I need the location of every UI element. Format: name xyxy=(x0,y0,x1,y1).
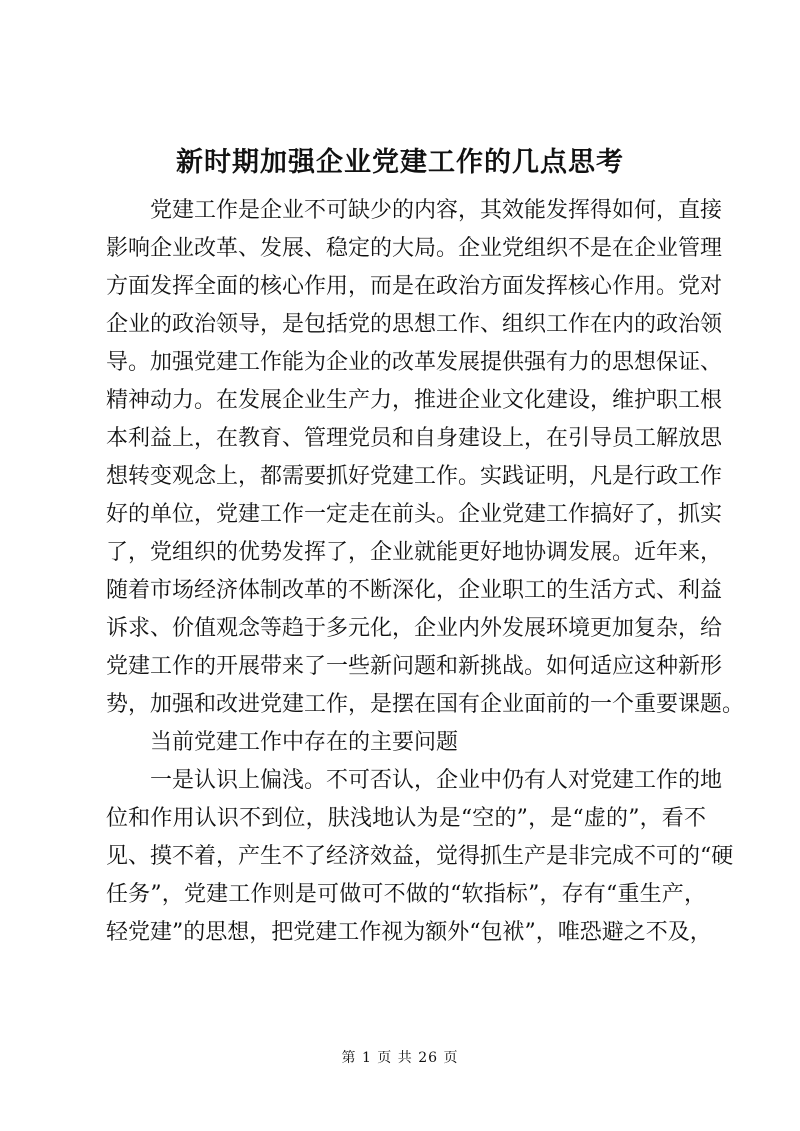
paragraph-line: 党建工作是企业不可缺少的内容，其效能发挥得如何，直接 xyxy=(150,198,723,223)
paragraph-line: 势，加强和改进党建工作，是摆在国有企业面前的一个重要课题。 xyxy=(106,692,745,717)
paragraph-line: 导。加强党建工作能为企业的改革发展提供强有力的思想保证、 xyxy=(106,350,723,375)
document-title: 新时期加强企业党建工作的几点思考 xyxy=(176,147,624,178)
document-body xyxy=(106,192,745,952)
paragraph-line: 见、摸不着，产生不了经济效益，觉得抓生产是非完成不可的“硬 xyxy=(106,844,734,869)
paragraph-line: 企业的政治领导，是包括党的思想工作、组织工作在内的政治领 xyxy=(106,312,723,337)
paragraph-line: 想转变观念上，都需要抓好党建工作。实践证明，凡是行政工作 xyxy=(106,464,723,489)
paragraph-line: 党建工作的开展带来了一些新问题和新挑战。如何适应这种新形 xyxy=(106,654,723,679)
paragraph-line: 一是认识上偏浅。不可否认，企业中仍有人对党建工作的地 xyxy=(150,768,723,793)
paragraph-line: 了，党组织的优势发挥了，企业就能更好地协调发展。近年来， xyxy=(106,540,723,565)
paragraph-line: 随着市场经济体制改革的不断深化，企业职工的生活方式、利益 xyxy=(106,578,723,603)
paragraph-line: 精神动力。在发展企业生产力，推进企业文化建设，维护职工根 xyxy=(106,388,723,413)
paragraph-line: 轻党建”的思想，把党建工作视为额外“包袱”，唯恐避之不及， xyxy=(106,920,712,945)
paragraph-line: 位和作用认识不到位，肤浅地认为是“空的”，是“虚的”，看不 xyxy=(106,806,706,831)
paragraph-line: 本利益上，在教育、管理党员和自身建设上，在引导员工解放思 xyxy=(106,426,723,451)
paragraph-line: 好的单位，党建工作一定走在前头。企业党建工作搞好了，抓实 xyxy=(106,502,723,527)
paragraph-line: 影响企业改革、发展、稳定的大局。企业党组织不是在企业管理 xyxy=(106,236,723,261)
paragraph-line: 方面发挥全面的核心作用，而是在政治方面发挥核心作用。党对 xyxy=(106,274,723,299)
section-heading: 当前党建工作中存在的主要问题 xyxy=(150,730,459,755)
paragraph-line: 任务”，党建工作则是可做可不做的“软指标”，存有“重生产， xyxy=(106,882,706,907)
page-number-footer: 第 1 页 共 26 页 xyxy=(341,1050,459,1066)
paragraph-line: 诉求、价值观念等趋于多元化，企业内外发展环境更加复杂，给 xyxy=(106,616,723,641)
